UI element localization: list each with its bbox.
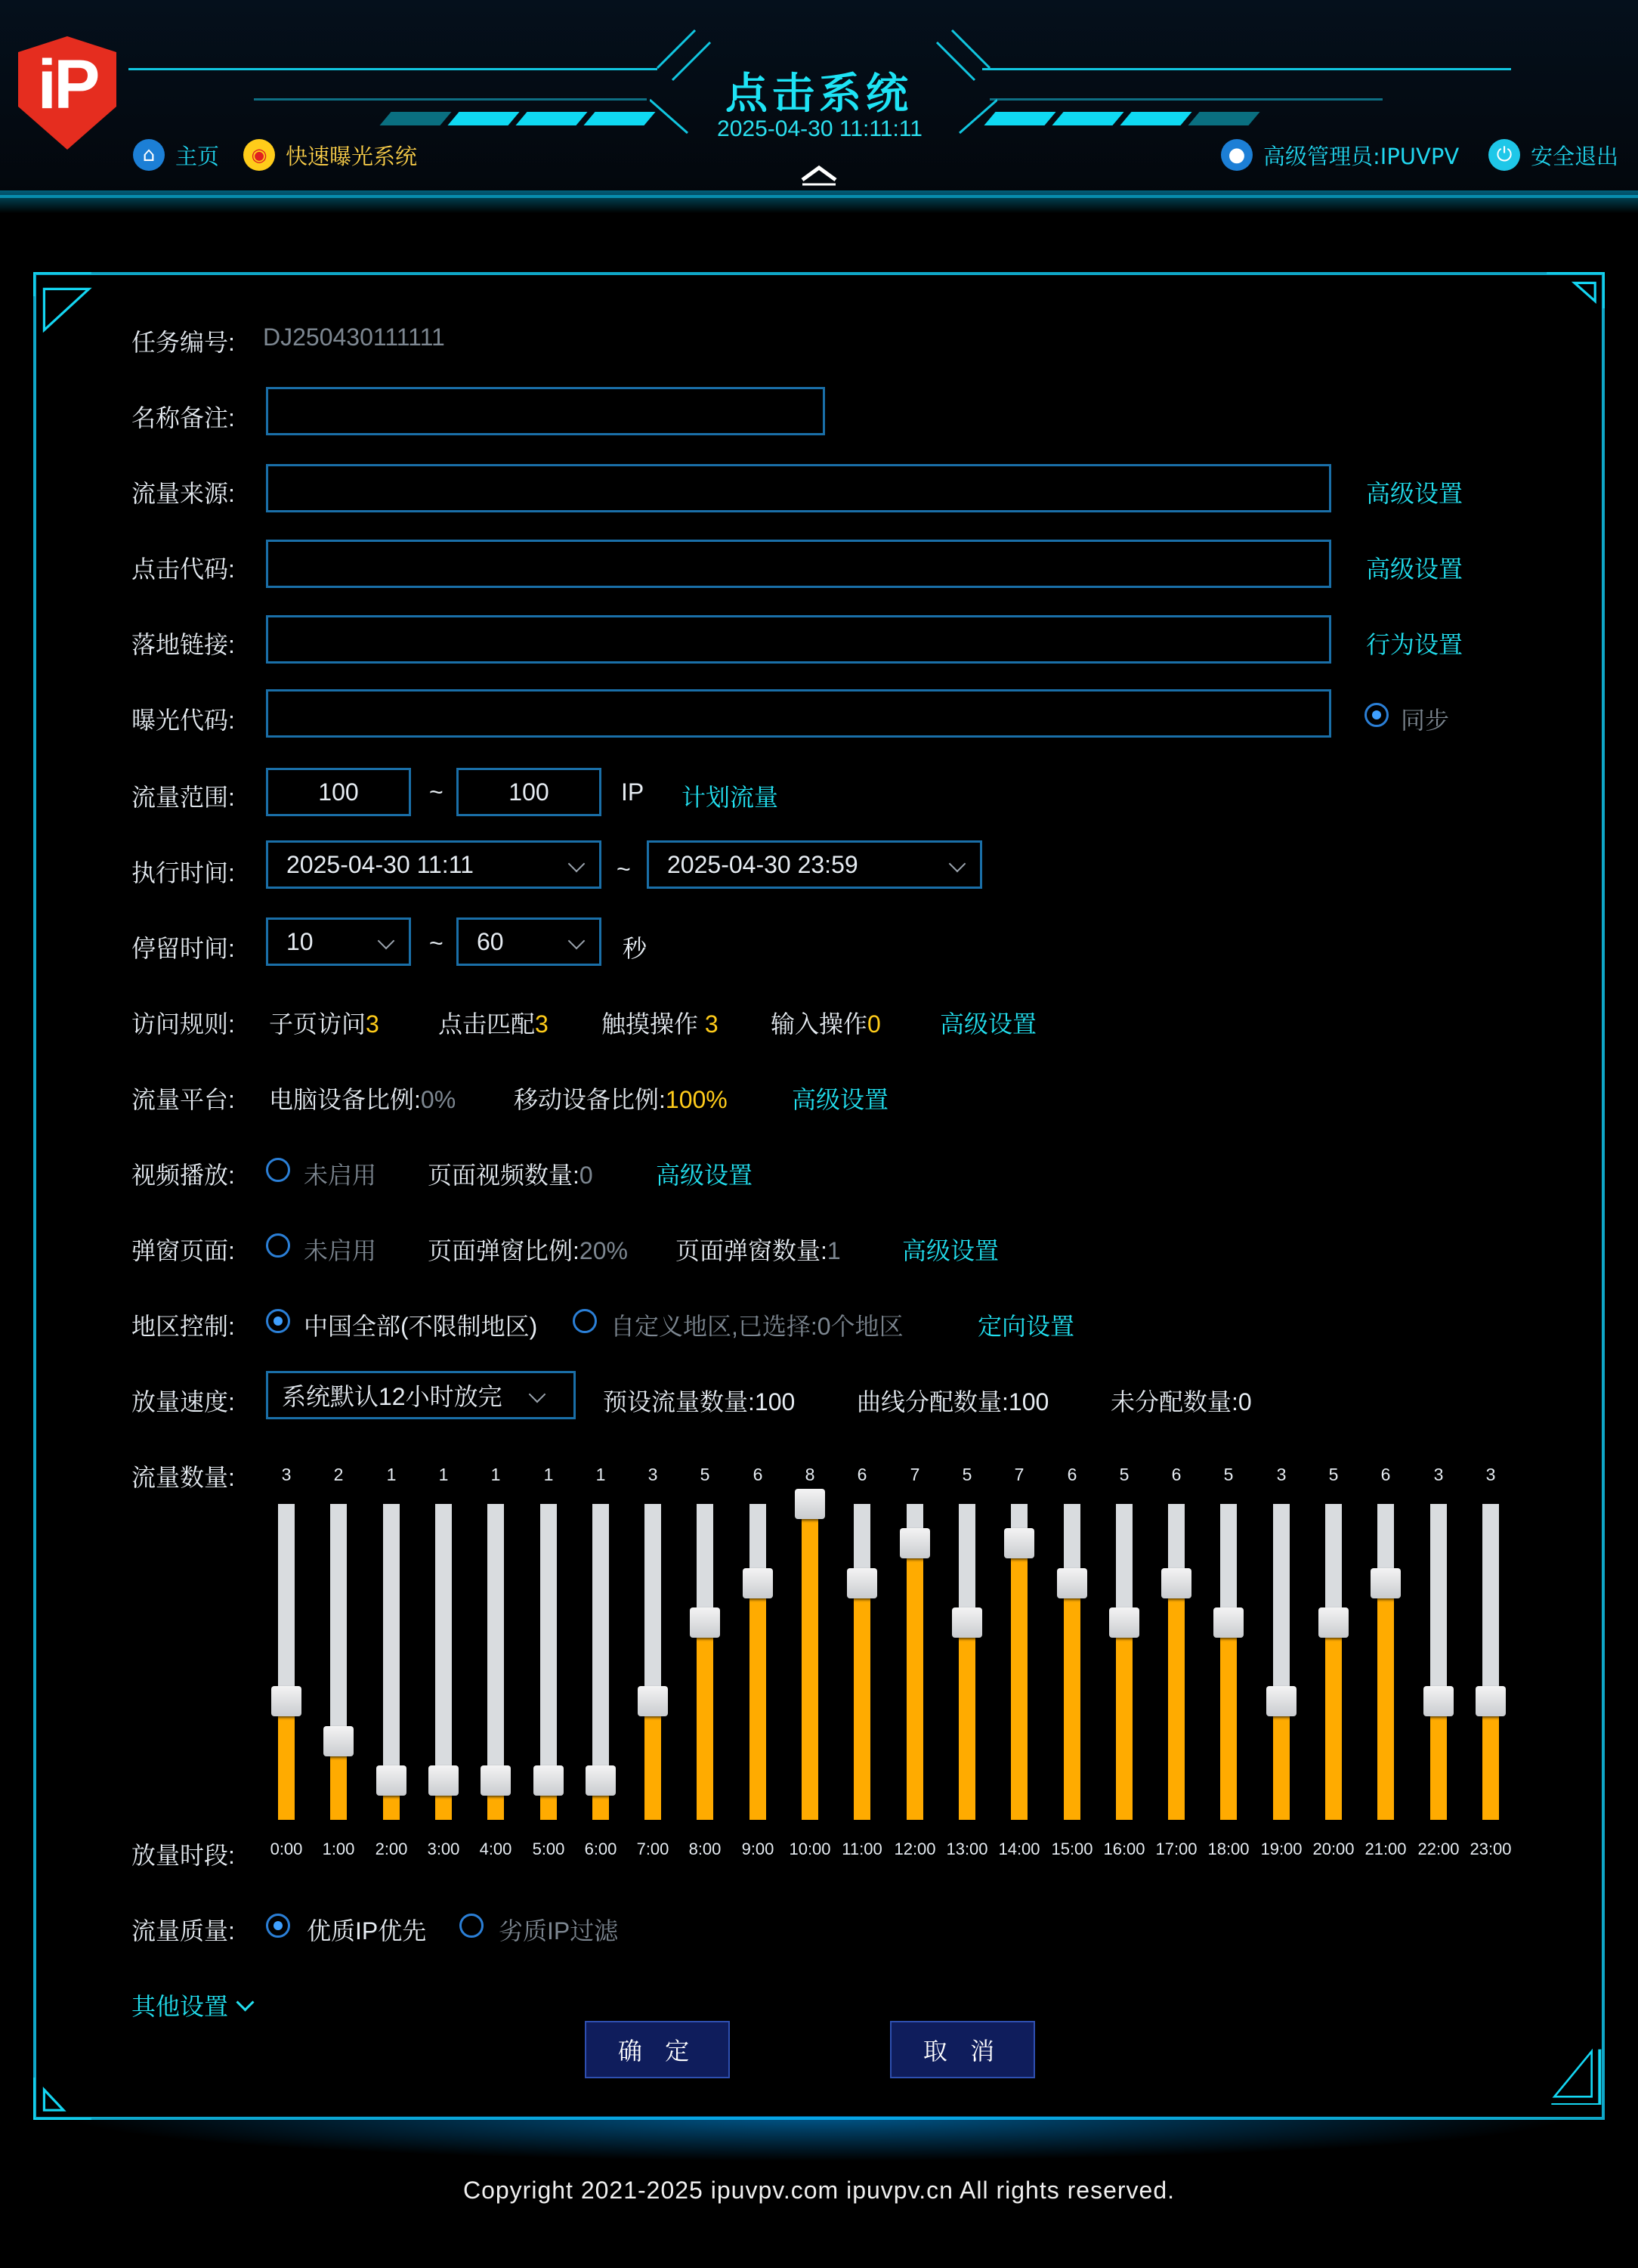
popup-label: 弹窗页面: — [131, 1237, 235, 1264]
hour-count-1: 2 — [333, 1465, 344, 1484]
quality-good-label: 优质IP优先 — [307, 1917, 427, 1945]
region-label: 地区控制: — [131, 1313, 235, 1340]
speed-select[interactable] — [266, 1371, 576, 1419]
hour-count-0: 3 — [281, 1465, 292, 1484]
header-bar-decor — [1120, 112, 1191, 125]
hour-slider-handle-23[interactable] — [1476, 1686, 1506, 1716]
hour-slider-fill-10 — [802, 1504, 818, 1820]
targeting-settings-link[interactable]: 定向设置 — [978, 1313, 1075, 1340]
hour-slider-fill-12 — [907, 1543, 923, 1820]
exec-separator: ~ — [617, 856, 631, 883]
hour-label-0: 0:00 — [270, 1839, 303, 1858]
source-advanced-link[interactable]: 高级设置 — [1366, 480, 1463, 507]
hour-label-15: 15:00 — [1051, 1839, 1093, 1858]
hour-count-10: 8 — [805, 1465, 815, 1484]
hour-slider-fill-22 — [1430, 1701, 1447, 1820]
hour-label-11: 11:00 — [842, 1839, 882, 1858]
range-max-input[interactable]: 100 — [456, 768, 601, 816]
hour-count-13: 5 — [962, 1465, 972, 1484]
preset-count: 预设流量数量:100 — [603, 1388, 796, 1416]
period-label: 放量时段: — [131, 1842, 235, 1869]
hour-label-3: 3:00 — [427, 1839, 460, 1858]
power-icon: ⏻ — [1488, 139, 1520, 171]
stay-max-select[interactable] — [456, 917, 601, 966]
region-custom-label: 自定义地区,已选择:0个地区 — [610, 1313, 904, 1340]
range-unit: IP — [621, 778, 644, 806]
unassigned-count: 未分配数量:0 — [1111, 1388, 1252, 1416]
hour-slider-handle-8[interactable] — [690, 1607, 720, 1638]
platform-label: 流量平台: — [131, 1086, 235, 1113]
stay-separator: ~ — [429, 930, 443, 957]
click-code-advanced-link[interactable]: 高级设置 — [1366, 555, 1463, 583]
video-label: 视频播放: — [131, 1162, 235, 1189]
hour-label-22: 22:00 — [1417, 1839, 1460, 1858]
system-title: 点击系统 — [725, 70, 913, 119]
rule-advanced-link[interactable]: 高级设置 — [940, 1010, 1037, 1038]
user-icon: ● — [1221, 139, 1253, 171]
logout-label: 安全退出 — [1531, 143, 1619, 169]
header-bar-decor — [447, 112, 519, 125]
quality-bad-label: 劣质IP过滤 — [499, 1917, 619, 1945]
target-icon: ◉ — [243, 139, 275, 171]
header-glow — [0, 190, 1638, 213]
hour-slider-handle-10[interactable] — [795, 1489, 825, 1519]
chevron-down-icon — [378, 933, 395, 950]
hour-slider-handle-11[interactable] — [847, 1568, 877, 1598]
hour-slider-handle-1[interactable] — [323, 1726, 354, 1756]
other-settings-toggle[interactable] — [131, 1988, 252, 2022]
region-all-radio[interactable] — [266, 1309, 290, 1333]
hour-label-2: 2:00 — [375, 1839, 408, 1858]
speed-value: 系统默认12小时放完 — [282, 1383, 502, 1410]
plan-traffic-link[interactable]: 计划流量 — [681, 784, 779, 811]
header-bar-decor — [1188, 112, 1259, 125]
hour-count-19: 3 — [1276, 1465, 1287, 1484]
rule-label: 访问规则: — [131, 1010, 235, 1038]
exec-end-select[interactable] — [647, 840, 982, 889]
stay-unit: 秒 — [623, 935, 647, 962]
hour-label-1: 1:00 — [322, 1839, 355, 1858]
cancel-button[interactable]: 取 消 — [890, 2021, 1035, 2078]
popup-off-label: 未启用 — [304, 1237, 377, 1264]
header-bar-decor — [1052, 112, 1123, 125]
hour-label-16: 16:00 — [1103, 1839, 1145, 1858]
hour-slider-handle-0[interactable] — [271, 1686, 301, 1716]
logout-button[interactable] — [1488, 139, 1618, 171]
chevron-down-icon — [236, 1993, 254, 2011]
speed-label: 放量速度: — [131, 1388, 235, 1416]
landing-input[interactable] — [266, 615, 1331, 664]
rule-click-match: 点击匹配3 — [438, 1010, 549, 1038]
hour-slider-fill-21 — [1377, 1583, 1394, 1820]
header-bar-decor — [984, 112, 1055, 125]
landing-label: 落地链接: — [131, 631, 235, 658]
nav-quick-expose[interactable] — [243, 139, 417, 171]
click-code-input[interactable] — [266, 540, 1331, 588]
popup-off-radio[interactable] — [266, 1233, 290, 1258]
popup-count: 页面弹窗数量:1 — [675, 1237, 841, 1264]
rule-input: 输入操作0 — [771, 1010, 881, 1038]
confirm-button[interactable]: 确 定 — [585, 2021, 730, 2078]
hour-count-22: 3 — [1433, 1465, 1444, 1484]
hour-slider-handle-16[interactable] — [1109, 1607, 1139, 1638]
quality-bad-radio[interactable] — [459, 1914, 484, 1938]
hour-slider-fill-13 — [959, 1623, 975, 1820]
click-code-label: 点击代码: — [131, 555, 235, 583]
hour-count-2: 1 — [386, 1465, 397, 1484]
hour-label-5: 5:00 — [532, 1839, 565, 1858]
hour-slider-fill-9 — [749, 1583, 766, 1820]
hour-count-21: 6 — [1380, 1465, 1391, 1484]
hour-count-12: 7 — [910, 1465, 920, 1484]
hour-slider-handle-2[interactable] — [376, 1765, 406, 1796]
video-off-radio[interactable] — [266, 1158, 290, 1182]
exec-end-value: 2025-04-30 23:59 — [667, 850, 858, 878]
hour-slider-fill-7 — [644, 1701, 661, 1820]
other-settings-label: 其他设置 — [131, 1993, 229, 2020]
hour-count-11: 6 — [857, 1465, 867, 1484]
behavior-settings-link[interactable]: 行为设置 — [1366, 631, 1463, 658]
name-input[interactable] — [266, 387, 825, 435]
header-line-left-mid — [254, 98, 647, 101]
logo: iP — [37, 46, 97, 123]
hour-slider-handle-15[interactable] — [1057, 1568, 1087, 1598]
hour-count-23: 3 — [1485, 1465, 1496, 1484]
chevron-down-icon — [529, 1386, 546, 1403]
stay-min-value: 10 — [286, 927, 314, 955]
hour-count-15: 6 — [1067, 1465, 1077, 1484]
hour-slider-fill-19 — [1273, 1701, 1290, 1820]
hour-slider-handle-17[interactable] — [1161, 1568, 1191, 1598]
region-custom-radio[interactable] — [573, 1309, 597, 1333]
hour-slider-handle-9[interactable] — [743, 1568, 773, 1598]
hour-count-8: 5 — [700, 1465, 710, 1484]
header-bar-decor — [515, 112, 587, 125]
hour-slider-fill-23 — [1482, 1701, 1499, 1820]
exec-start-value: 2025-04-30 11:11 — [286, 850, 474, 878]
hour-label-10: 10:00 — [789, 1839, 831, 1858]
hour-slider-fill-0 — [278, 1701, 295, 1820]
hour-slider-handle-20[interactable] — [1318, 1607, 1349, 1638]
hour-label-17: 17:00 — [1155, 1839, 1198, 1858]
hour-slider-fill-20 — [1325, 1623, 1342, 1820]
hour-label-9: 9:00 — [741, 1839, 774, 1858]
hour-label-20: 20:00 — [1312, 1839, 1355, 1858]
hour-count-7: 3 — [647, 1465, 658, 1484]
expose-code-input[interactable] — [266, 689, 1331, 738]
chevron-down-icon — [949, 856, 966, 873]
hour-count-16: 5 — [1119, 1465, 1130, 1484]
popup-ratio: 页面弹窗比例:20% — [428, 1237, 628, 1264]
exec-time-label: 执行时间: — [131, 859, 235, 886]
frame-corner-decor — [33, 2059, 94, 2120]
hour-slider-handle-21[interactable] — [1371, 1568, 1401, 1598]
hour-slider-fill-11 — [854, 1583, 870, 1820]
source-input[interactable] — [266, 464, 1331, 512]
hour-label-6: 6:00 — [584, 1839, 617, 1858]
hour-slider-fill-17 — [1168, 1583, 1185, 1820]
hour-count-20: 5 — [1328, 1465, 1339, 1484]
curve-count: 曲线分配数量:100 — [857, 1388, 1049, 1416]
hour-label-7: 7:00 — [636, 1839, 669, 1858]
hour-slider-handle-18[interactable] — [1213, 1607, 1244, 1638]
hour-count-5: 1 — [543, 1465, 554, 1484]
pc-ratio: 电脑设备比例:0% — [269, 1086, 456, 1113]
hour-label-4: 4:00 — [479, 1839, 512, 1858]
name-label: 名称备注: — [131, 404, 235, 432]
admin-user[interactable] — [1221, 139, 1459, 171]
hour-count-6: 1 — [595, 1465, 606, 1484]
range-min-input[interactable]: 100 — [266, 768, 411, 816]
hour-label-8: 8:00 — [688, 1839, 722, 1858]
hour-slider-handle-13[interactable] — [952, 1607, 982, 1638]
video-count: 页面视频数量:0 — [428, 1162, 593, 1189]
hour-slider-handle-14[interactable] — [1004, 1528, 1034, 1558]
header-bar-decor — [379, 112, 451, 125]
admin-label: 高级管理员:IPUVPV — [1263, 143, 1460, 169]
rule-subpage: 子页访问3 — [269, 1010, 379, 1038]
nav-home[interactable] — [133, 139, 219, 171]
stay-min-select[interactable] — [266, 917, 411, 966]
quality-good-radio[interactable] — [266, 1914, 290, 1938]
hour-slider-handle-19[interactable] — [1266, 1686, 1296, 1716]
hour-count-3: 1 — [438, 1465, 449, 1484]
nav-home-label: 主页 — [175, 143, 220, 169]
hour-slider-fill-8 — [697, 1623, 713, 1820]
header-line-right-top — [982, 68, 1511, 70]
frame-corner-decor — [1544, 2044, 1605, 2105]
quality-label: 流量质量: — [131, 1917, 235, 1945]
copyright-footer: Copyright 2021-2025 ipuvpv.com ipuvpv.cn All rights reserved. — [462, 2177, 1176, 2204]
mobile-ratio: 移动设备比例:100% — [514, 1086, 728, 1113]
bottom-glow — [60, 2116, 1578, 2161]
system-datetime: 2025-04-30 11:11:11 — [717, 116, 923, 141]
header-bar-decor — [583, 112, 655, 125]
source-label: 流量来源: — [131, 480, 235, 507]
task-id-value: DJ250430111111 — [263, 323, 445, 351]
hour-label-12: 12:00 — [894, 1839, 936, 1858]
home-icon: ⌂ — [133, 139, 165, 171]
video-off-label: 未启用 — [304, 1162, 377, 1189]
region-all-label: 中国全部(不限制地区) — [304, 1313, 538, 1340]
collapse-header-icon[interactable] — [799, 163, 839, 186]
nav-quick-label: 快速曝光系统 — [286, 143, 418, 169]
range-separator: ~ — [429, 778, 443, 806]
hour-slider-handle-5[interactable] — [533, 1765, 564, 1796]
hour-slider-fill-18 — [1220, 1623, 1237, 1820]
hour-slider-handle-4[interactable] — [481, 1765, 511, 1796]
hour-label-21: 21:00 — [1364, 1839, 1407, 1858]
header-line-right-mid — [990, 98, 1383, 101]
chevron-down-icon — [568, 933, 586, 950]
hour-label-23: 23:00 — [1470, 1839, 1512, 1858]
hour-slider-handle-3[interactable] — [428, 1765, 459, 1796]
header-line-left-top — [128, 68, 657, 70]
hour-count-9: 6 — [753, 1465, 763, 1484]
hour-slider-handle-7[interactable] — [638, 1686, 668, 1716]
hour-label-14: 14:00 — [998, 1839, 1040, 1858]
hour-label-18: 18:00 — [1207, 1839, 1250, 1858]
frame-corner-decor — [33, 272, 94, 333]
stay-max-value: 60 — [477, 927, 504, 955]
rule-touch: 触摸操作 3 — [601, 1010, 719, 1038]
hour-count-17: 6 — [1171, 1465, 1182, 1484]
range-label: 流量范围: — [131, 784, 235, 811]
exec-start-select[interactable] — [266, 840, 601, 889]
hour-label-13: 13:00 — [946, 1839, 988, 1858]
hour-slider-handle-12[interactable] — [900, 1528, 930, 1558]
flow-count-label: 流量数量: — [131, 1464, 235, 1491]
platform-advanced-link[interactable]: 高级设置 — [792, 1086, 889, 1113]
hour-count-14: 7 — [1014, 1465, 1025, 1484]
popup-advanced-link[interactable]: 高级设置 — [902, 1237, 1000, 1264]
hour-slider-handle-22[interactable] — [1423, 1686, 1454, 1716]
hour-slider-handle-6[interactable] — [586, 1765, 616, 1796]
hour-slider-fill-16 — [1116, 1623, 1133, 1820]
hour-count-4: 1 — [490, 1465, 501, 1484]
hour-slider-fill-14 — [1011, 1543, 1028, 1820]
hour-slider-fill-15 — [1064, 1583, 1080, 1820]
task-id-label: 任务编号: — [131, 329, 235, 356]
stay-time-label: 停留时间: — [131, 935, 235, 962]
sync-label: 同步 — [1401, 707, 1450, 734]
video-advanced-link[interactable]: 高级设置 — [656, 1162, 753, 1189]
expose-code-label: 曝光代码: — [131, 707, 235, 734]
hour-label-19: 19:00 — [1260, 1839, 1303, 1858]
hour-count-18: 5 — [1223, 1465, 1234, 1484]
chevron-down-icon — [568, 856, 586, 873]
sync-radio[interactable] — [1364, 703, 1389, 727]
frame-corner-decor — [1544, 272, 1605, 333]
